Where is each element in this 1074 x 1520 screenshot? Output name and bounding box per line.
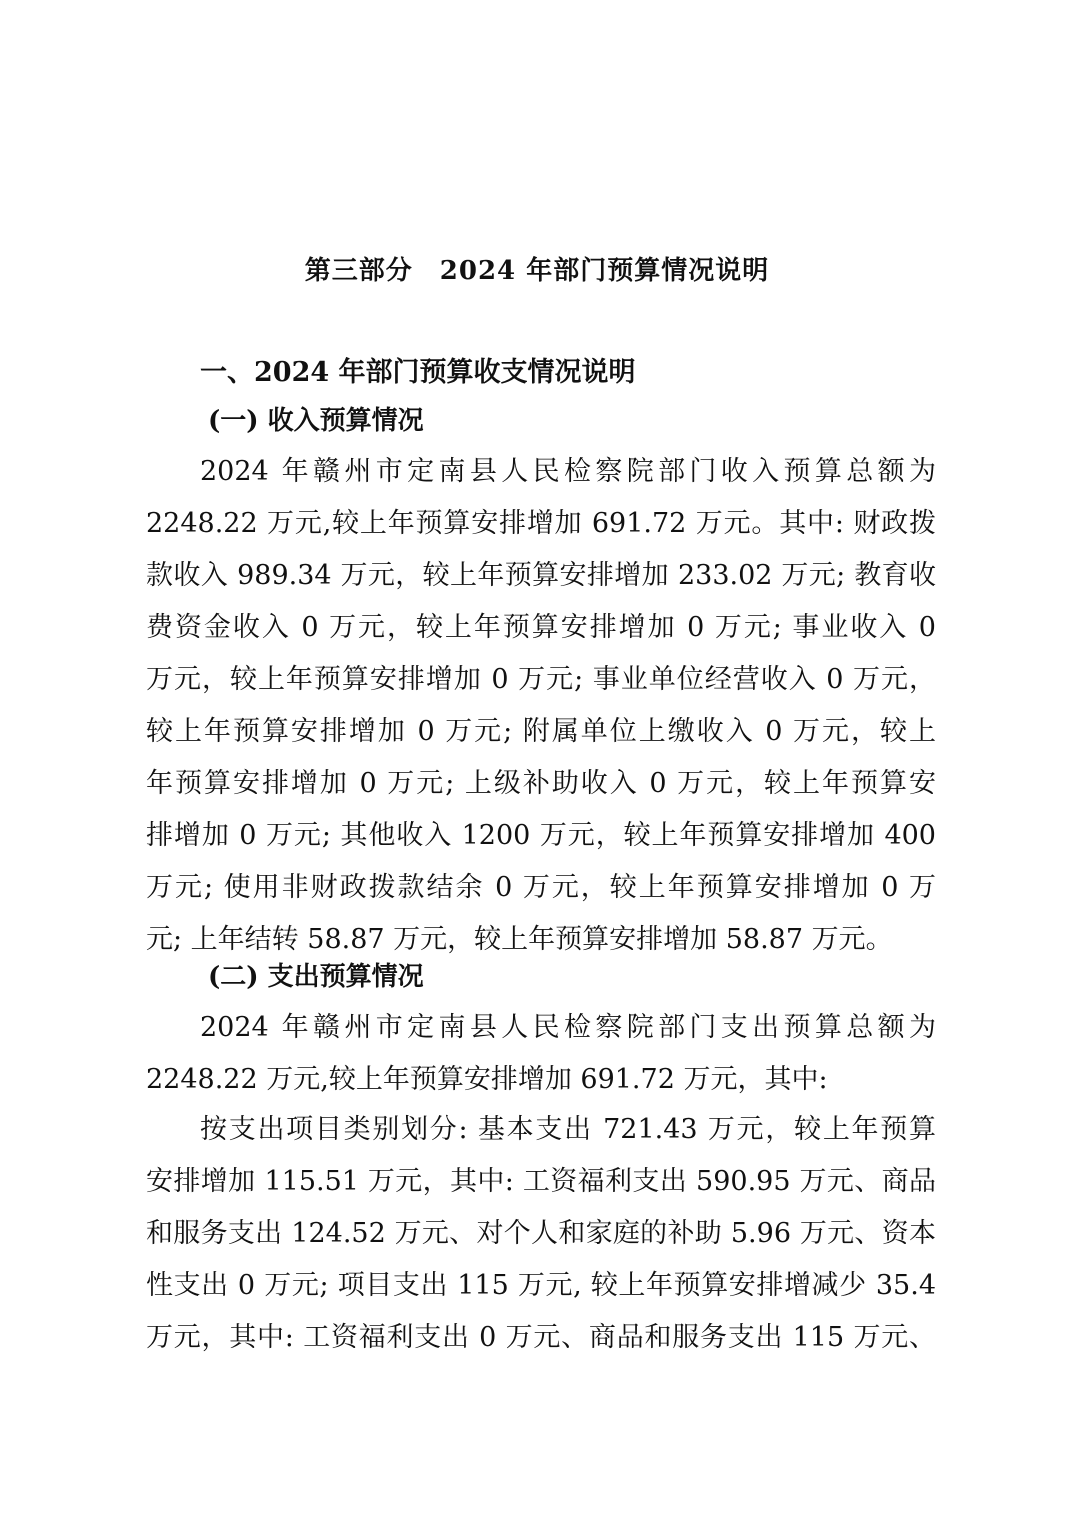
subsection-heading-income: (一) 收入预算情况 <box>208 406 424 436</box>
text-line: 安排增加 115.51 万元，其中: 工资福利支出 590.95 万元、商品 <box>146 1166 936 1197</box>
text-line: 按支出项目类别划分: 基本支出 721.43 万元，较上年预算 <box>200 1114 936 1145</box>
subsection-heading-expenditure: (二) 支出预算情况 <box>208 962 424 992</box>
expenditure-paragraph-2 <box>146 1104 936 1364</box>
expenditure-paragraph-1 <box>146 1002 936 1106</box>
text-line: 2248.22 万元,较上年预算安排增加 691.72 万元。其中: 财政拨 <box>146 508 936 539</box>
text-line: 万元，其中: 工资福利支出 0 万元、商品和服务支出 115 万元、 <box>146 1322 936 1353</box>
text-line: 和服务支出 124.52 万元、对个人和家庭的补助 5.96 万元、资本 <box>146 1218 936 1249</box>
section-heading-1: 一、2024 年部门预算收支情况说明 <box>200 357 636 388</box>
text-line: 费资金收入 0 万元，较上年预算安排增加 0 万元; 事业收入 0 <box>146 612 936 643</box>
text-line: 款收入 989.34 万元，较上年预算安排增加 233.02 万元; 教育收 <box>146 560 936 591</box>
text-line: 2024 年赣州市定南县人民检察院部门收入预算总额为 <box>200 456 936 487</box>
text-line: 万元; 使用非财政拨款结余 0 万元，较上年预算安排增加 0 万 <box>146 872 936 903</box>
text-line: 较上年预算安排增加 0 万元; 附属单位上缴收入 0 万元，较上 <box>146 716 936 747</box>
text-line: 2024 年赣州市定南县人民检察院部门支出预算总额为 <box>200 1012 936 1043</box>
text-line: 2248.22 万元,较上年预算安排增加 691.72 万元，其中: <box>146 1064 828 1095</box>
page-title: 第三部分 2024 年部门预算情况说明 <box>304 256 770 286</box>
text-line: 排增加 0 万元; 其他收入 1200 万元，较上年预算安排增加 400 <box>146 820 936 851</box>
income-paragraph <box>146 446 936 966</box>
text-line: 万元，较上年预算安排增加 0 万元; 事业单位经营收入 0 万元， <box>146 664 936 695</box>
text-line: 元; 上年结转 58.87 万元，较上年预算安排增加 58.87 万元。 <box>146 924 893 955</box>
text-line: 年预算安排增加 0 万元; 上级补助收入 0 万元，较上年预算安 <box>146 768 936 799</box>
text-line: 性支出 0 万元; 项目支出 115 万元, 较上年预算安排增减少 35.4 <box>146 1270 936 1301</box>
